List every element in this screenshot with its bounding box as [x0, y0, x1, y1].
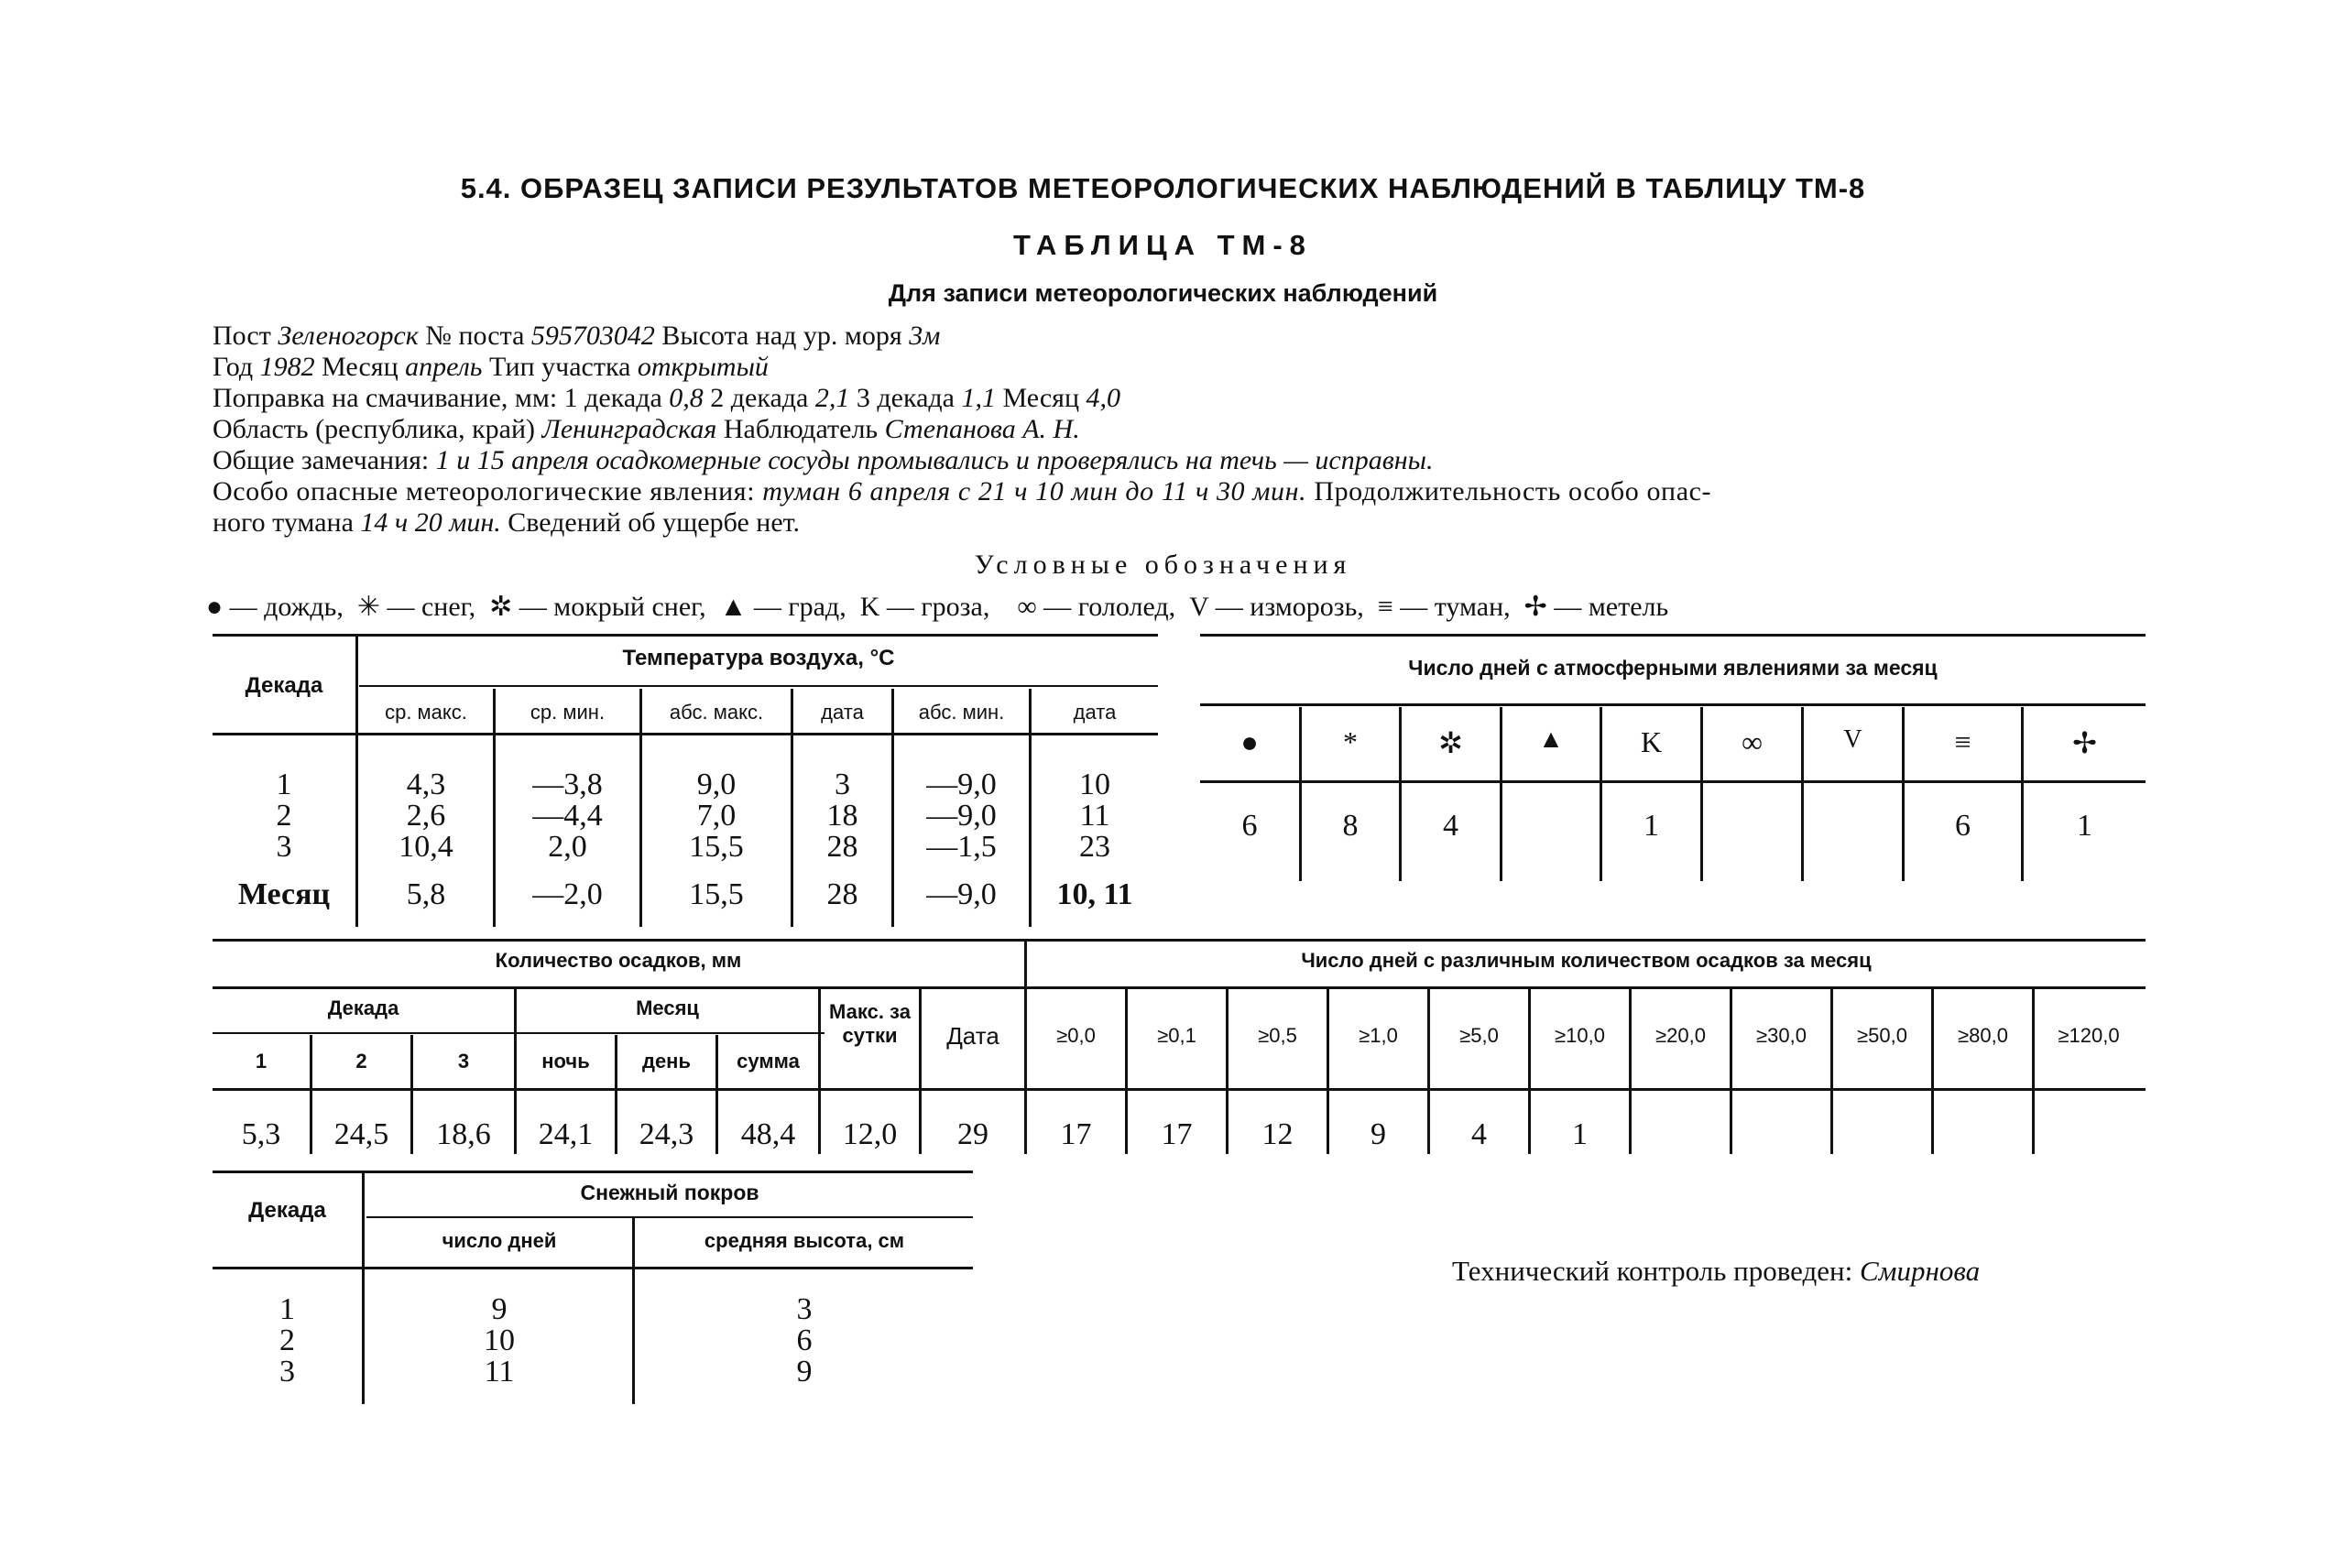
legend-thunderstorm-icon: K — [859, 592, 880, 622]
rime-icon: V — [1843, 725, 1862, 754]
technical-control: Технический контроль проведен: Смирнова — [1452, 1255, 1981, 1287]
meta-line-region: Область (республика, край) Ленинградская Наблюдатель Степанова А. Н. — [213, 414, 1080, 444]
snow-col-height: средняя высота, см — [704, 1229, 905, 1252]
precip-decade-header: Декада — [327, 996, 399, 1019]
precip-month-header: Месяц — [636, 996, 699, 1019]
threshold-10-0: ≥10,0 — [1555, 1024, 1605, 1047]
meta-line-danger: Особо опасные метеорологические явления: туман 6 апреля с 21 ч 10 мин до 11 ч 30 мин. Продолжительность особо опас- — [213, 476, 1712, 506]
rain-icon: ● — [1240, 725, 1259, 758]
threshold-120-0: ≥120,0 — [2058, 1024, 2120, 1047]
table-name: ТАБЛИЦА ТМ-8 — [1013, 229, 1313, 261]
legend-blizzard-icon: ✢ — [1523, 592, 1547, 622]
temp-col-avg-max: ср. макс. — [385, 701, 467, 724]
temp-col-abs-max: абс. макс. — [669, 701, 764, 724]
meta-line-remarks: Общие замечания: 1 и 15 апреля осадкомерные сосуды промывались и проверялись на течь — исправны. — [213, 445, 1434, 475]
controller-name: Смирнова — [1860, 1255, 1981, 1287]
legend: ● — дождь, ✳ — снег, ✲ — мокрый снег, ▲ — град, K — гроза, ∞ — гололед, V — изморозь, ≡ — туман, ✢ — метель — [206, 592, 1669, 622]
snow-col-days: число дней — [442, 1229, 557, 1252]
legend-rain-icon: ● — [206, 592, 224, 622]
legend-hail-icon: ▲ — [719, 592, 748, 622]
legend-rime-icon: V — [1189, 592, 1209, 622]
wet-snow-icon: ✲ — [1438, 726, 1463, 759]
glaze-icon: ∞ — [1742, 725, 1763, 758]
snow-icon: * — [1343, 725, 1358, 758]
precip-col-day: день — [641, 1050, 691, 1073]
table-subtitle: Для записи метеорологических наблюдений — [888, 279, 1438, 307]
snow-decade-header: Декада — [248, 1198, 326, 1223]
legend-snow-icon: ✳ — [356, 592, 380, 622]
blizzard-icon: ✢ — [2072, 726, 2097, 759]
precip-days-header: Число дней с различным количеством осадков за месяц — [1301, 949, 1872, 972]
document-title: 5.4. ОБРАЗЕЦ ЗАПИСИ РЕЗУЛЬТАТОВ МЕТЕОРОЛОГИЧЕСКИХ НАБЛЮДЕНИЙ В ТАБЛИЦУ ТМ-8 — [460, 172, 1866, 204]
threshold-0-0: ≥0,0 — [1056, 1024, 1096, 1047]
phenomena-header: Число дней с атмосферными явлениями за месяц — [1408, 656, 1938, 680]
temp-col-date-min: дата — [1073, 701, 1117, 724]
threshold-80-0: ≥80,0 — [1958, 1024, 2008, 1047]
meta-line-duration: ного тумана 14 ч 20 мин. Сведений об ущербе нет. — [213, 507, 800, 538]
threshold-20-0: ≥20,0 — [1655, 1024, 1706, 1047]
precip-col-d3: 3 — [457, 1050, 470, 1073]
temp-col-date-max: дата — [821, 701, 864, 724]
precip-col-night: ночь — [541, 1050, 590, 1073]
precip-date-header: Дата — [946, 1022, 999, 1050]
legend-wet-snow-icon: ✲ — [489, 592, 513, 622]
temp-col-avg-min: ср. мин. — [530, 701, 606, 724]
precip-col-d2: 2 — [355, 1050, 367, 1073]
precip-max-header: Макс. за сутки — [829, 1000, 911, 1047]
thunderstorm-icon: K — [1640, 725, 1663, 758]
threshold-50-0: ≥50,0 — [1857, 1024, 1907, 1047]
temp-group-header: Температура воздуха, °С — [622, 646, 895, 670]
snow-header: Снежный покров — [580, 1181, 759, 1204]
precip-col-sum: сумма — [737, 1050, 800, 1073]
meta-line-year: Год 1982 Месяц апрель Тип участка открытый — [213, 352, 769, 382]
meta-line-post: Пост Зеленогорск № поста 595703042 Высота над ур. моря 3м — [213, 321, 941, 351]
temp-col-abs-min: абс. мин. — [918, 701, 1005, 724]
precip-col-d1: 1 — [255, 1050, 268, 1073]
legend-title: Условные обозначения — [974, 550, 1352, 580]
threshold-0-5: ≥0,5 — [1258, 1024, 1297, 1047]
fog-icon: ≡ — [1954, 725, 1971, 758]
hail-icon: ▲ — [1538, 725, 1564, 754]
legend-fog-icon: ≡ — [1377, 592, 1393, 622]
threshold-0-1: ≥0,1 — [1157, 1024, 1196, 1047]
meta-line-correction: Поправка на смачивание, мм: 1 декада 0,8 2 декада 2,1 3 декада 1,1 Месяц 4,0 — [213, 383, 1121, 413]
legend-glaze-icon: ∞ — [1017, 592, 1037, 622]
precip-header: Количество осадков, мм — [495, 949, 742, 972]
threshold-30-0: ≥30,0 — [1756, 1024, 1807, 1047]
threshold-5-0: ≥5,0 — [1459, 1024, 1499, 1047]
threshold-1-0: ≥1,0 — [1359, 1024, 1398, 1047]
temp-decade-header: Декада — [245, 673, 323, 698]
